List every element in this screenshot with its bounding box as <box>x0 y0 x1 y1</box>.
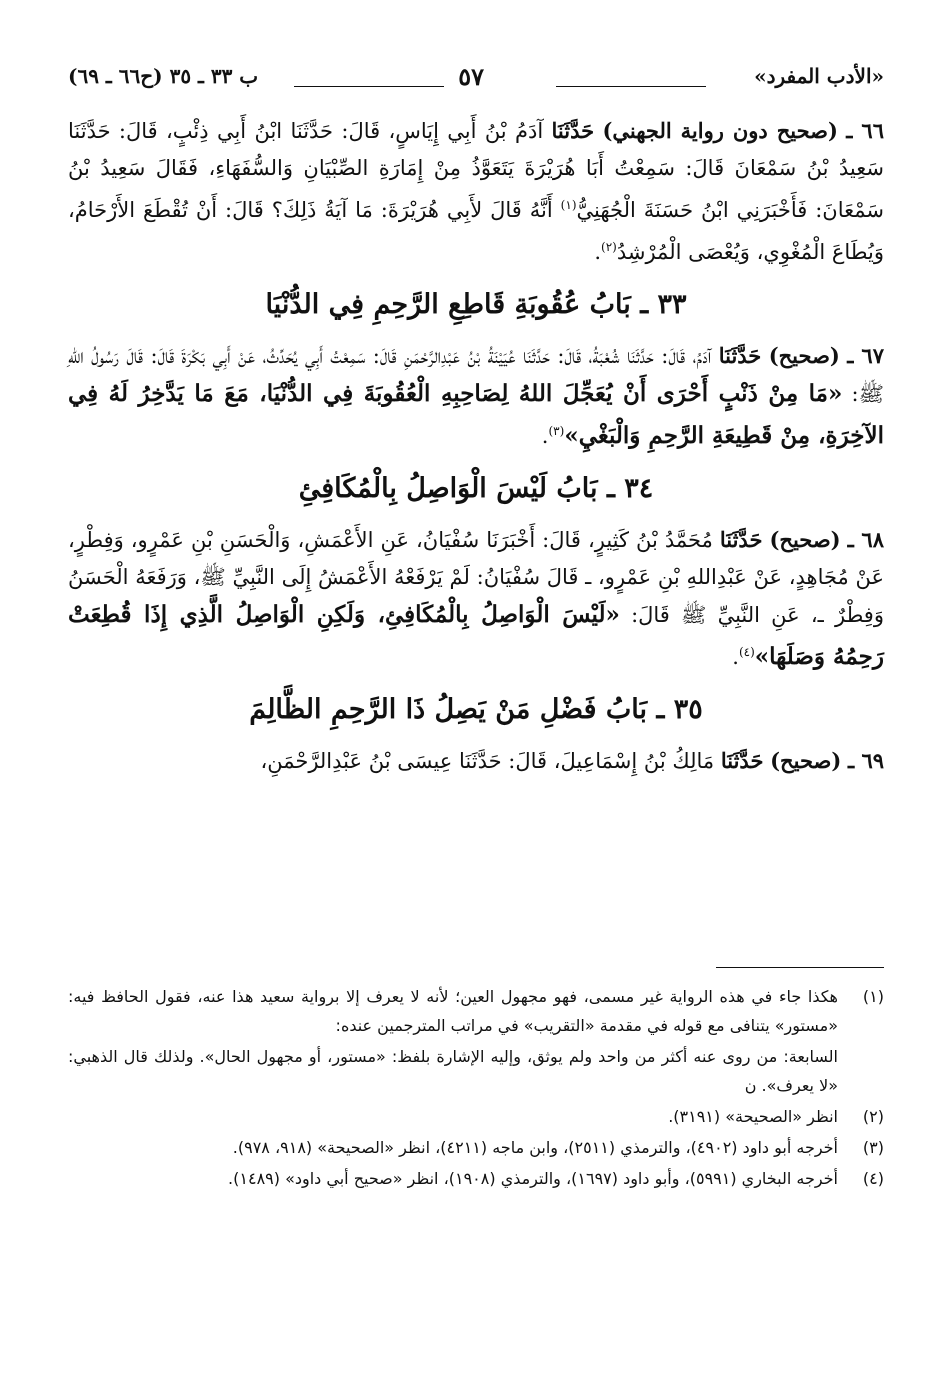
footnote-text: هكذا جاء في هذه الرواية غير مسمى، فهو مجهول العين؛ لأنه لا يعرف إلا برواية سعيد هذا عنه، فقول الحافظ فيه: «مستور» يتنافى مع قوله في مقدمة «التقريب» في مراتب المترجمين عنده: <box>68 987 838 1035</box>
hadith-number: ٦٨ ـ <box>847 527 884 552</box>
page-number: ٥٧ <box>458 62 484 91</box>
footnote-4 <box>68 1164 884 1193</box>
header-rule <box>556 86 706 87</box>
hadith-opener: حَدَّثَنَا <box>718 343 762 368</box>
hadith-number: ٦٦ ـ <box>846 118 884 143</box>
hadith-text: مُحَمَّدُ بْنُ كَثِيرٍ، قَالَ: أَخْبَرَنَا سُفْيَانُ، عَنِ الأَعْمَشِ، وَالْحَسَنِ بْنِ عَمْرٍو، وَفِطْرٍ، عَنْ مُجَاهِدٍ، عَنْ عَبْدِاللهِ بْنِ عَمْرٍو، ـ قَالَ سُفْيَانُ: لَمْ يَرْفَعْهُ الأَعْمَشُ إِلَى النَّبِيِّ ﷺ، وَرَفَعَهُ الْحَسَنُ وَفِطْرٌ ـ، عَنِ النَّبِيِّ ﷺ قَالَ: <box>68 528 884 627</box>
footnote-3 <box>68 1133 884 1162</box>
hadith-end: . <box>594 240 602 264</box>
chapter-range: ب ٣٣ ـ ٣٥ (ح٦٦ ـ ٦٩) <box>68 64 259 88</box>
footnote-1 <box>68 982 884 1100</box>
hadith-text: مَالِكُ بْنُ إِسْمَاعِيلَ، قَالَ: حَدَّثَنَا عِيسَى بْنُ عَبْدِالرَّحْمَنِ، <box>260 749 715 773</box>
prophetic-saying: «لَيْسَ الْوَاصِلُ بِالْمُكَافِئِ، وَلَكِنِ الْوَاصِلُ الَّذِي إِذَا قُطِعَتْ رَحِمُهُ وَصَلَهَا» <box>68 601 884 670</box>
footnote-number: (٣) <box>862 1138 884 1157</box>
footnote-ref[interactable]: (٤) <box>738 645 755 659</box>
header-rule <box>294 86 444 87</box>
hadith-grade: (صحيح) <box>770 748 842 773</box>
hadith-text: آدَمُ بْنُ أَبِي إِيَاسٍ، قَالَ: حَدَّثَنَا ابْنُ أَبِي ذِئْبٍ، قَالَ: حَدَّثَنَا سَعِيدُ بْنُ سَمْعَانَ قَالَ: سَمِعْتُ أَبَا هُرَيْرَةَ يَتَعَوَّذُ مِنْ إِمَارَةِ الصِّبْيَانِ وَالسُّفَهَاءِ، فَقَالَ سَعِيدُ بْنُ سَمْعَانَ: فَأَخْبَرَنِي ابْنُ حَسَنَةَ الْجُهَنِيُّ <box>68 119 884 222</box>
footnote-2 <box>68 1102 884 1131</box>
footnote-number: (٢) <box>862 1107 884 1126</box>
hadith-opener: حَدَّثَنَا <box>551 118 595 143</box>
hadith-grade: (صحيح) <box>769 527 841 552</box>
hadith-opener: حَدَّثَنَا <box>720 748 764 773</box>
footnote-text: أخرجه أبو داود (٤٩٠٢)، والترمذي (٢٥١١)، وابن ماجه (٤٢١١)، انظر «الصحيحة» (٩١٨، ٩٧٨). <box>232 1138 838 1157</box>
hadith-66 <box>68 112 884 271</box>
footnote-ref[interactable]: (٢) <box>601 240 617 254</box>
hadith-69 <box>68 742 884 780</box>
hadith-text: آدَمُ، قَالَ: حَدَّثَنَا شُعْبَةُ، قَالَ: حَدَّثَنَا عُيَيْنَةُ بْنُ عَبْدِالرَّحْمَنِ قَالَ: سَمِعْتُ أَبِي يُحَدِّثُ، عَنْ أَبِي بَكْرَةَ قَالَ: قَالَ رَسُولُ اللهِ ﷺ: <box>68 344 884 406</box>
footnotes <box>68 982 884 1195</box>
hadith-number: ٦٩ ـ <box>847 748 884 773</box>
hadith-67 <box>68 337 884 455</box>
footnote-text: السابعة: من روى عنه أكثر من واحد ولم يوثق، وإليه الإشارة بلفظ: «مستور، أو مجهول الحال». ولذلك قال الذهبي: «لا يعرف». ن <box>68 1047 838 1095</box>
hadith-grade: (صحيح دون رواية الجهني) <box>602 118 838 143</box>
chapter-heading: ٣٤ ـ بَابُ لَيْسَ الْوَاصِلُ بِالْمُكَافِئِ <box>298 473 654 504</box>
hadith-68 <box>68 521 884 676</box>
hadith-grade: (صحيح) <box>768 343 840 368</box>
footnote-ref[interactable]: (١) <box>560 198 577 212</box>
hadith-end: . <box>732 645 739 669</box>
book-title: «الأدب المفرد» <box>754 64 884 88</box>
main-text <box>68 112 884 780</box>
running-header <box>68 62 884 96</box>
footnote-ref[interactable]: (٣) <box>548 424 565 438</box>
chapter-heading: ٣٣ ـ بَابُ عُقُوبَةِ قَاطِعِ الرَّحِمِ فِي الدُّنْيَا <box>265 289 687 320</box>
footnote-number: (١) <box>862 987 884 1006</box>
footnote-separator <box>716 967 884 968</box>
footnote-number: (٤) <box>862 1169 884 1188</box>
chapter-heading: ٣٥ ـ بَابُ فَضْلِ مَنْ يَصِلُ ذَا الرَّحِمِ الظَّالِمَ <box>249 694 703 725</box>
hadith-end: . <box>541 424 549 448</box>
footnote-text: أخرجه البخاري (٥٩٩١)، وأبو داود (١٦٩٧)، والترمذي (١٩٠٨)، انظر «صحيح أبي داود» (١٤٨٩). <box>228 1169 838 1188</box>
hadith-opener: حَدَّثَنَا <box>719 527 763 552</box>
prophetic-saying: «مَا مِنْ ذَنْبٍ أَحْرَى أَنْ يُعَجِّلَ اللهُ لِصَاحِبِهِ الْعُقُوبَةَ فِي الدُّنْيَا، مَعَ مَا يَدَّخِرُ لَهُ فِي الآخِرَةِ، مِنْ قَطِيعَةِ الرَّحِمِ وَالْبَغْيِ» <box>68 380 884 449</box>
footnote-text: انظر «الصحيحة» (٣١٩١). <box>668 1107 838 1126</box>
hadith-number: ٦٧ ـ <box>847 343 884 368</box>
hadith-text: أَنَّهُ قَالَ لأَبِي هُرَيْرَةَ: مَا آيَةُ ذَلِكَ؟ قَالَ: أَنْ تُقْطَعَ الأَرْحَامُ، وَيُطَاعَ الْمُغْوِي، وَيُعْصَى الْمُرْشِدُ <box>68 198 884 264</box>
